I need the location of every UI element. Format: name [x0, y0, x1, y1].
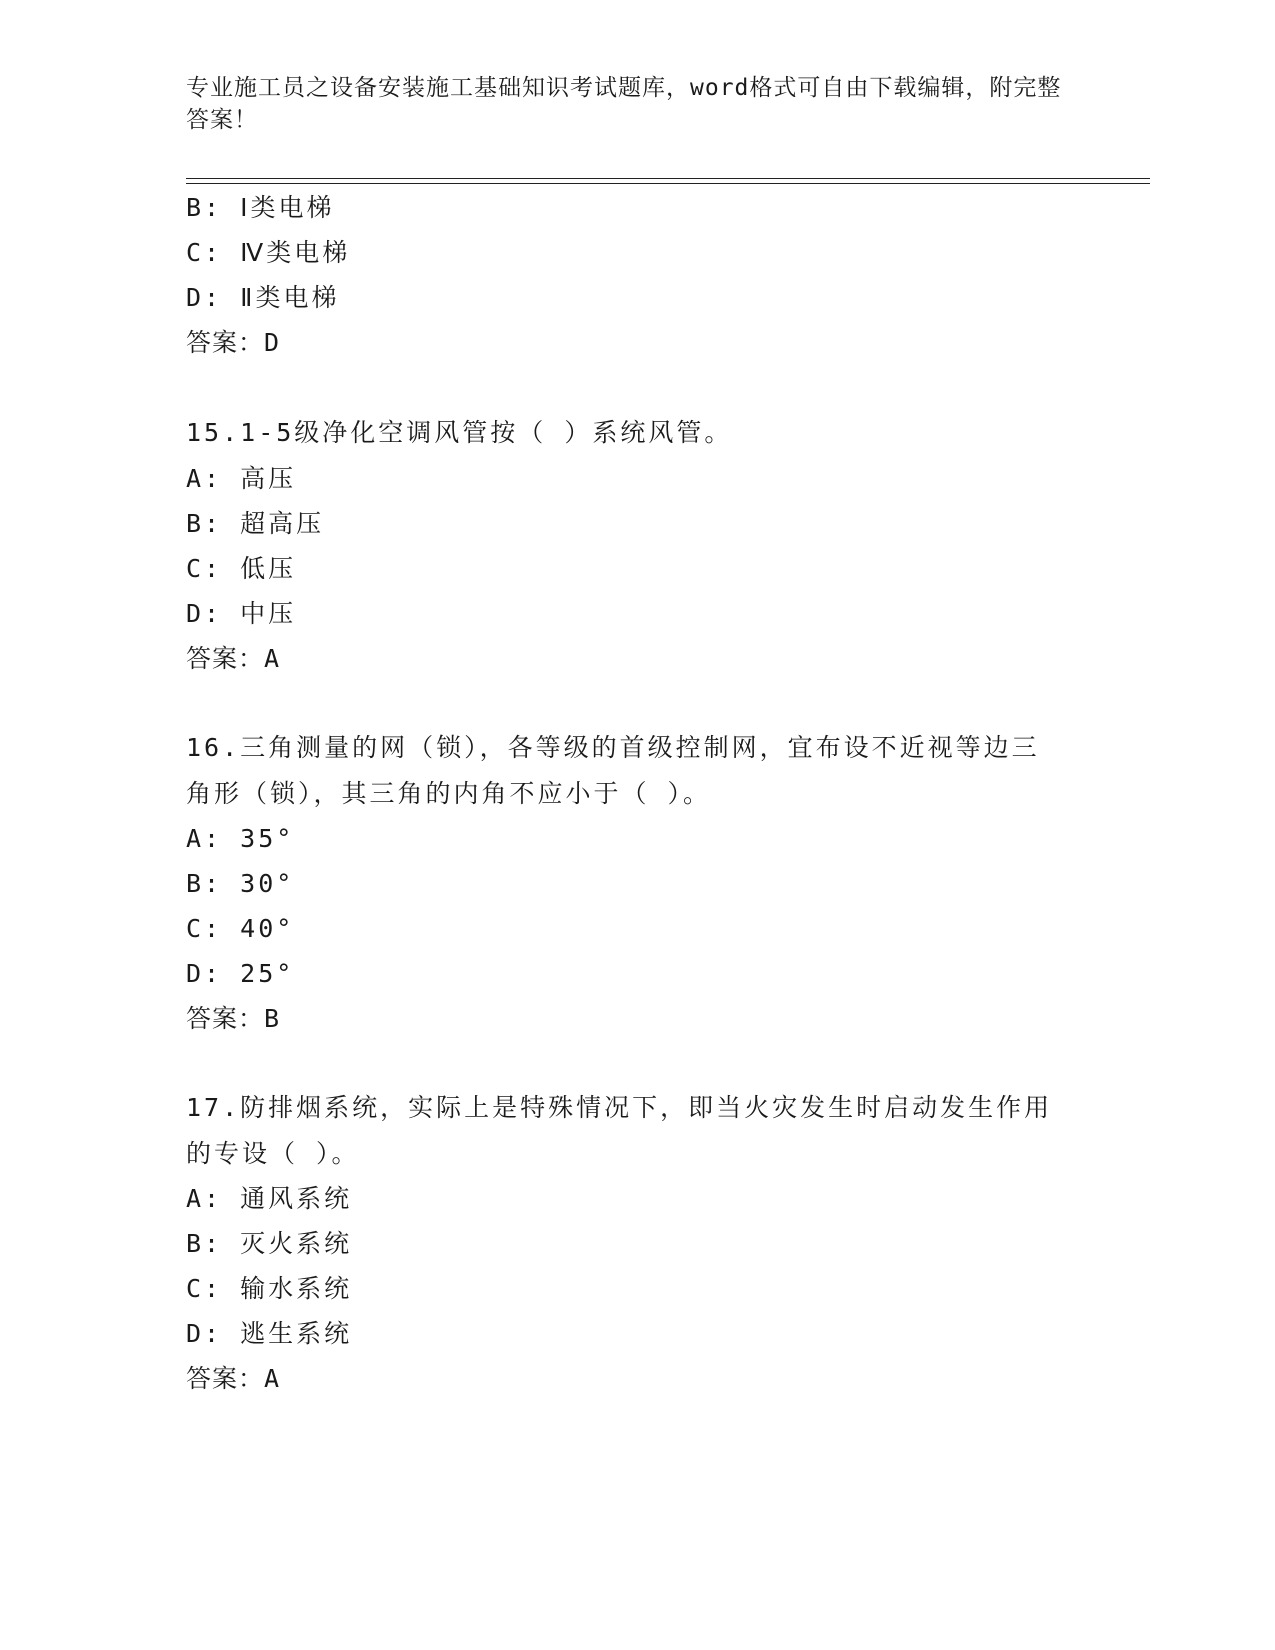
option-letter: A: [186, 1184, 223, 1213]
option-letter: A: [186, 464, 223, 493]
option-a [186, 1183, 352, 1215]
option-text: Ⅳ类电梯 [240, 238, 351, 267]
option-text: Ⅰ类电梯 [240, 193, 335, 222]
option-a [186, 463, 296, 495]
header-divider-bottom [186, 183, 1150, 184]
option-letter: C: [186, 554, 223, 583]
option-text: 30° [240, 869, 295, 898]
option-text: 输水系统 [240, 1274, 353, 1303]
option-text: 逃生系统 [240, 1319, 353, 1348]
option-text: 低压 [240, 554, 297, 583]
question-stem-16: 16.三角测量的网（锁），各等级的首级控制网，宜布设不近视等边三角形（锁），其三角的内角不应小于（ ）。 [186, 733, 1040, 808]
header-divider-top [186, 178, 1150, 179]
document-header: 专业施工员之设备安装施工基础知识考试题库，word格式可自由下载编辑，附完整答案！ [186, 75, 1062, 133]
option-letter: A: [186, 824, 223, 853]
option-text: 35° [240, 824, 295, 853]
answer-line: 答案：D [186, 328, 281, 357]
option-letter: D: [186, 599, 223, 628]
option-text: 灭火系统 [240, 1229, 353, 1258]
option-d [186, 958, 294, 990]
option-c [186, 237, 350, 269]
option-text: Ⅱ类电梯 [240, 283, 340, 312]
option-text: 40° [240, 914, 295, 943]
question-stem-15: 15.1-5级净化空调风管按（ ）系统风管。 [186, 418, 733, 447]
option-letter: B: [186, 509, 223, 538]
option-c [186, 553, 296, 585]
option-letter: D: [186, 283, 223, 312]
answer-line: 答案：B [186, 1004, 281, 1033]
option-b [186, 868, 294, 900]
option-letter: D: [186, 959, 223, 988]
option-text: 中压 [240, 599, 297, 628]
option-d [186, 282, 339, 314]
option-b [186, 508, 324, 540]
option-d [186, 598, 296, 630]
option-letter: B: [186, 193, 223, 222]
option-letter: B: [186, 1229, 223, 1258]
option-text: 25° [240, 959, 295, 988]
option-letter: D: [186, 1319, 223, 1348]
option-text: 超高压 [240, 509, 325, 538]
option-letter: B: [186, 869, 223, 898]
answer-line: 答案：A [186, 644, 281, 673]
option-letter: C: [186, 914, 223, 943]
option-b [186, 1228, 352, 1260]
answer-line: 答案：A [186, 1364, 281, 1393]
option-text: 通风系统 [240, 1184, 353, 1213]
option-b [186, 192, 335, 224]
option-c [186, 1273, 352, 1305]
option-a [186, 823, 294, 855]
question-stem-17: 17.防排烟系统，实际上是特殊情况下，即当火灾发生时启动发生作用的专设（ ）。 [186, 1093, 1053, 1168]
option-letter: C: [186, 1274, 223, 1303]
option-d [186, 1318, 352, 1350]
option-letter: C: [186, 238, 223, 267]
option-text: 高压 [240, 464, 297, 493]
option-c [186, 913, 294, 945]
